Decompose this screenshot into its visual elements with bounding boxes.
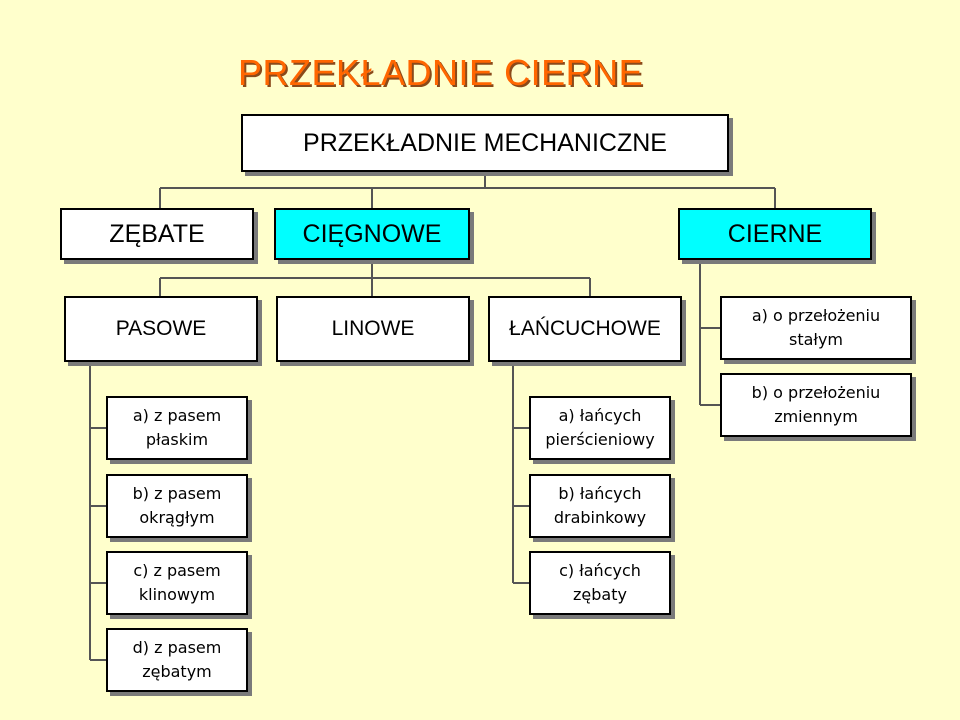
node-cierne-zmienne-line2: zmiennym [774, 407, 858, 426]
node-pas-zebaty [106, 628, 248, 692]
node-pas-zebaty-line1: d) z pasem [132, 638, 222, 657]
node-lancuch-drabinkowy [529, 474, 671, 538]
node-pasowe [64, 296, 258, 362]
node-pas-klinowy-line1: c) z pasem [133, 561, 221, 580]
node-cierne-stale-line2: stałym [788, 330, 843, 349]
node-zebate [60, 208, 254, 260]
node-cierne-label: CIERNE [727, 219, 823, 248]
node-ciegnowe-label: CIĘGNOWE [302, 219, 442, 248]
node-lancuch-pierscieniowy [529, 396, 671, 460]
page-title-text: PRZEKŁADNIE CIERNE [238, 52, 644, 93]
node-cierne-zmienne-line1: b) o przełożeniu [751, 383, 881, 402]
node-ciegnowe [274, 208, 470, 260]
node-lancuch-drabinkowy-line2: drabinkowy [553, 508, 647, 527]
node-lancuch-zebaty-line1: c) łańcych [559, 561, 641, 580]
node-linowe [276, 296, 470, 362]
node-pas-okragly-line2: okrągłym [139, 508, 215, 527]
node-lancuchowe [488, 296, 682, 362]
node-lancuch-drabinkowy-line1: b) łańcych [558, 484, 642, 503]
node-lancuch-pierscieniowy-line1: a) łańcych [558, 406, 642, 425]
node-pas-plaski [106, 396, 248, 460]
node-pas-okragly [106, 474, 248, 538]
node-mechaniczne [241, 114, 729, 172]
node-lancuch-pierscieniowy-line2: pierścieniowy [545, 430, 655, 449]
node-linowe-label: LINOWE [331, 317, 415, 340]
node-cierne [678, 208, 872, 260]
node-pas-plaski-line1: a) z pasem [132, 406, 222, 425]
node-zebate-label: ZĘBATE [109, 219, 205, 248]
node-cierne-stale-line1: a) o przełożeniu [751, 306, 881, 325]
node-pas-zebaty-line2: zębatym [142, 662, 212, 681]
node-pas-klinowy [106, 551, 248, 615]
node-cierne-stale [720, 296, 912, 360]
node-pasowe-label: PASOWE [115, 317, 207, 340]
node-cierne-zmienne [720, 373, 912, 437]
node-lancuch-zebaty [529, 551, 671, 615]
node-lancuchowe-label: ŁAŃCUCHOWE [509, 317, 661, 340]
node-pas-plaski-line2: płaskim [145, 430, 209, 449]
node-pas-klinowy-line2: klinowym [138, 585, 216, 604]
node-lancuch-zebaty-line2: zębaty [573, 585, 627, 604]
node-pas-okragly-line1: b) z pasem [132, 484, 222, 503]
node-mechaniczne-label: PRZEKŁADNIE MECHANICZNE [303, 128, 667, 157]
